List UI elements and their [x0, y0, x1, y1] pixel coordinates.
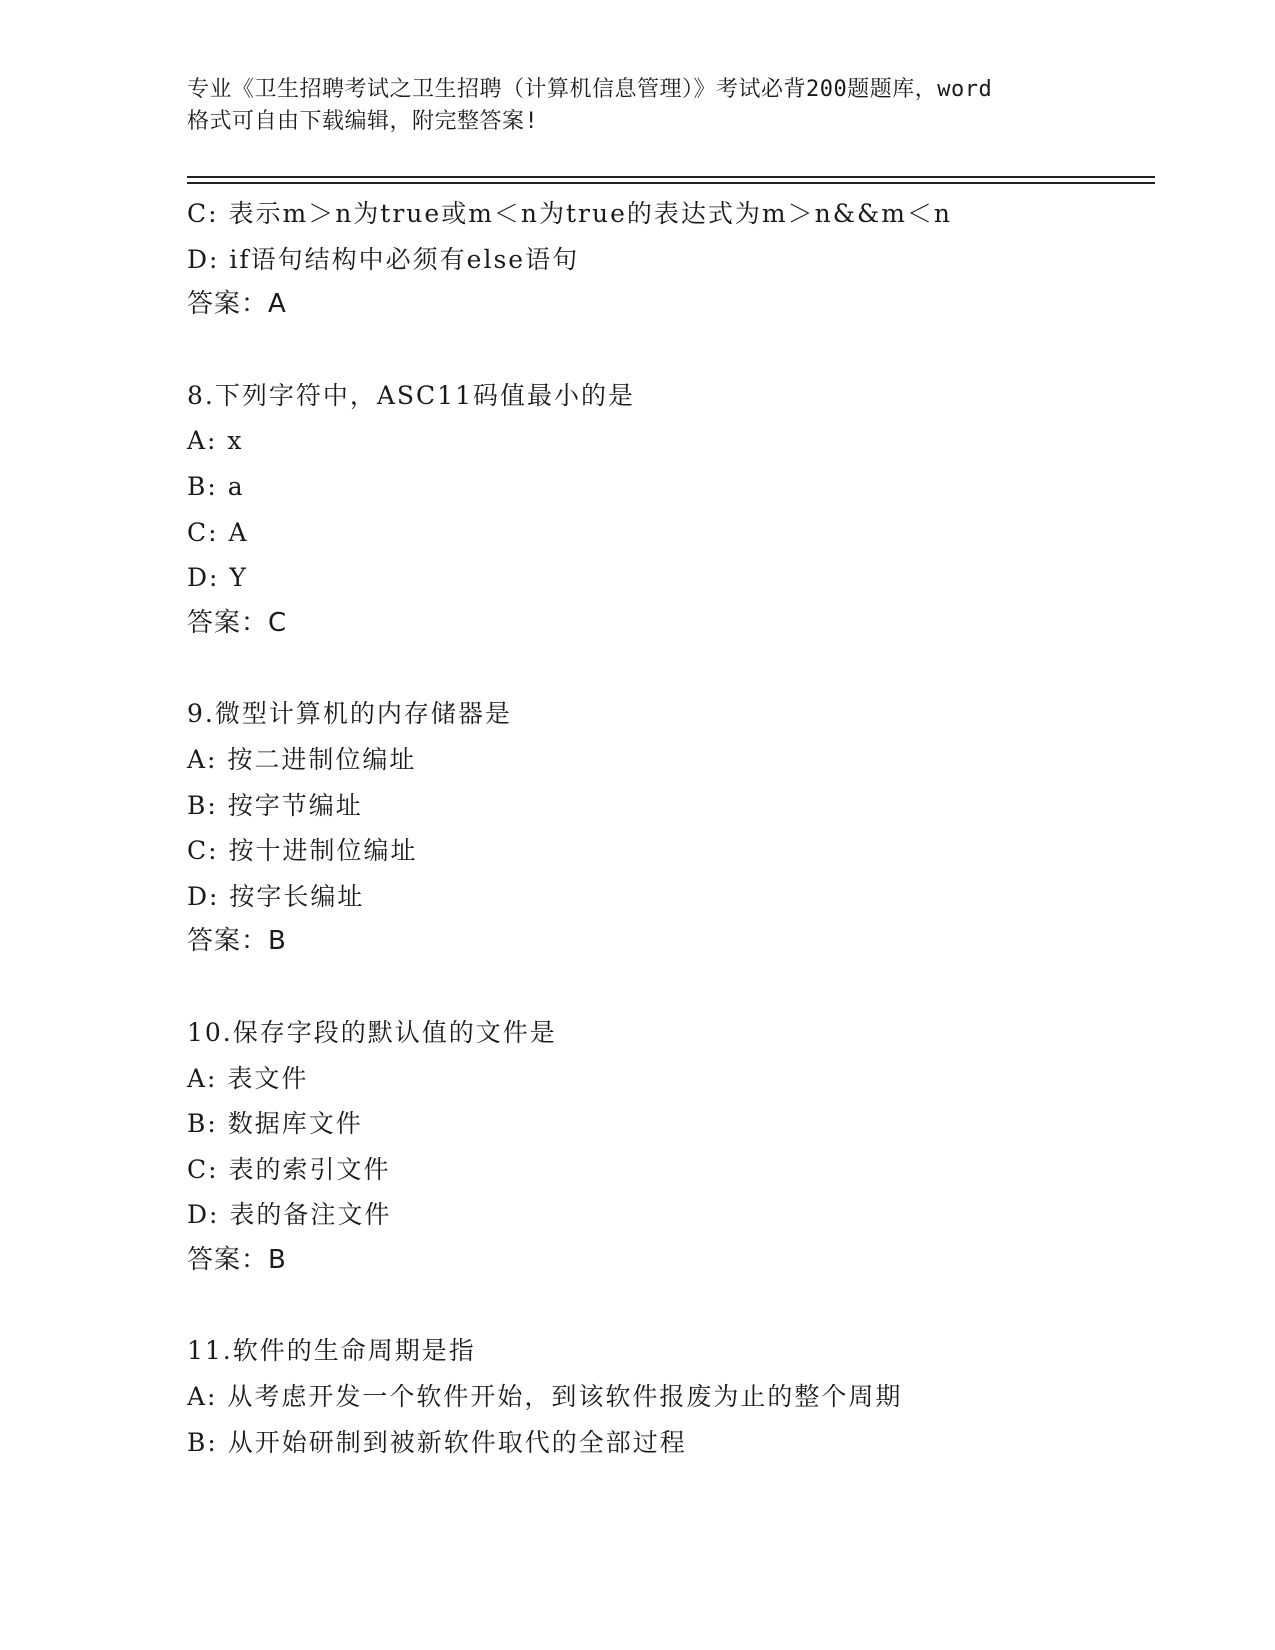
header-divider-bottom: [187, 182, 1155, 184]
question-9: [187, 691, 1155, 965]
question-10: [187, 1010, 1155, 1284]
document-header: [187, 74, 1087, 138]
option-a: A: 表文件: [187, 1063, 309, 1093]
header-divider-top: [187, 176, 1155, 178]
answer-line: 答案：B: [187, 926, 287, 957]
question-stem: 10.保存字段的默认值的文件是: [187, 1017, 557, 1047]
option-a: A: x: [187, 426, 244, 456]
question-spacer: [187, 328, 1155, 373]
answer-line: 答案：C: [187, 607, 288, 638]
option-c: C: 按十进制位编址: [187, 836, 418, 866]
header-title-line-1: 专业《卫生招聘考试之卫生招聘（计算机信息管理）》考试必背200题题库，word: [187, 77, 993, 102]
question-stem: 11.软件的生命周期是指: [187, 1336, 476, 1366]
option-d: D: Y: [187, 563, 248, 593]
question-8: [187, 373, 1155, 647]
answer-line: 答案：B: [187, 1244, 287, 1275]
option-c: C: 表的索引文件: [187, 1154, 391, 1184]
option-d: D: 按字长编址: [187, 881, 365, 911]
option-b: B: 从开始研制到被新软件取代的全部过程: [187, 1427, 687, 1457]
question-7-continued: [187, 191, 1155, 328]
option-b: B: 按字节编址: [187, 790, 363, 820]
option-b: B: a: [187, 471, 245, 501]
option-b: B: 数据库文件: [187, 1109, 363, 1139]
question-spacer: [187, 965, 1155, 1010]
option-c: C: A: [187, 517, 249, 547]
option-d: D: 表的备注文件: [187, 1200, 392, 1230]
option-a: A: 按二进制位编址: [187, 744, 417, 774]
question-11: [187, 1328, 1155, 1465]
option-a: A: 从考虑开发一个软件开始，到该软件报废为止的整个周期: [187, 1382, 903, 1412]
header-title-line-2: 格式可自由下载编辑，附完整答案!: [187, 109, 539, 134]
question-list: [187, 191, 1155, 1465]
question-spacer: [187, 1283, 1155, 1328]
question-stem: 9.微型计算机的内存储器是: [187, 699, 512, 729]
question-stem: 8.下列字符中，ASC11码值最小的是: [187, 380, 635, 410]
question-spacer: [187, 646, 1155, 691]
option-d: D: if语句结构中必须有else语句: [187, 244, 580, 274]
answer-line: 答案：A: [187, 289, 287, 320]
option-c: C: 表示m＞n为true或m＜n为true的表达式为m＞n&&m＜n: [187, 199, 953, 228]
